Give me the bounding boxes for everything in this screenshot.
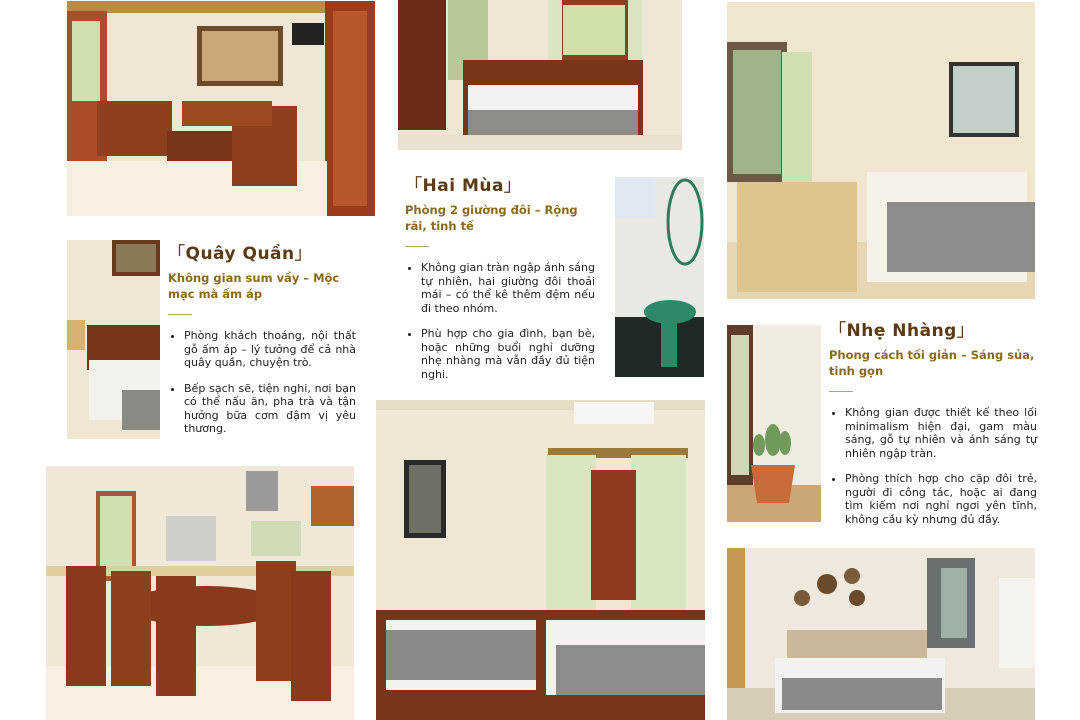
divider [829,391,853,392]
list-item: • Phù hợp cho gia đình, bạn bè, hoặc những buổi nghỉ dưỡng nhẹ nhàng mà vẫn đầy đủ tiện nghi. [421,327,595,381]
list-item: • Phòng khách thoáng, nội thất gỗ ấm áp – lý tưởng để cả nhà quây quần, chuyện trò. [184,329,356,370]
bedroom-side-photo [67,240,160,439]
section-title: 「Nhẹ Nhàng」 [829,321,975,341]
list-item: • Phòng thích hợp cho cặp đôi trẻ, người đi công tác, hoặc ai đang tìm kiếm nơi nghỉ ngơi yên tĩnh, không cầu kỳ nhưng đủ đầy. [845,472,1037,526]
section-subtitle: Phong cách tối giản – Sáng sủa, tinh gọn [829,348,1035,378]
bathroom-photo [615,177,704,377]
section-subtitle: Phòng 2 giường đôi – Rộng rãi, tinh tế [405,203,578,233]
living-room-photo [67,1,375,216]
list-item: • Không gian được thiết kế theo lối minimalism hiện đại, gam màu sáng, gỗ tự nhiên và ánh sáng tự nhiên ngập tràn. [845,406,1037,460]
section-nhe-nhang [829,316,1037,538]
bullet-list [829,406,1037,526]
kitchen-dining-photo [46,466,354,720]
section-subtitle: Không gian sum vầy – Mộc mạc mà ấm áp [168,271,340,301]
bullet-list [168,329,356,436]
section-hai-mua [405,171,595,393]
modern-room-photo [727,548,1035,720]
section-quay-quan [168,239,356,448]
cactus-photo [727,325,821,522]
double-room-photo [398,0,682,150]
minimal-room-photo [727,2,1035,299]
list-item: • Không gian tràn ngập ánh sáng tự nhiên, hai giường đôi thoải mái – có thể kê thêm đệm nếu đi theo nhóm. [421,261,595,315]
section-title: 「Quây Quần」 [168,244,313,264]
divider [168,314,192,315]
list-item: • Bếp sạch sẽ, tiện nghi, nơi bạn có thể nấu ăn, pha trà và tận hưởng bữa cơm đậm vị yêu thương. [184,382,356,436]
section-title: 「Hai Mùa」 [405,176,522,196]
twin-room-photo [376,400,705,720]
divider [405,246,429,247]
bullet-list [405,261,595,381]
